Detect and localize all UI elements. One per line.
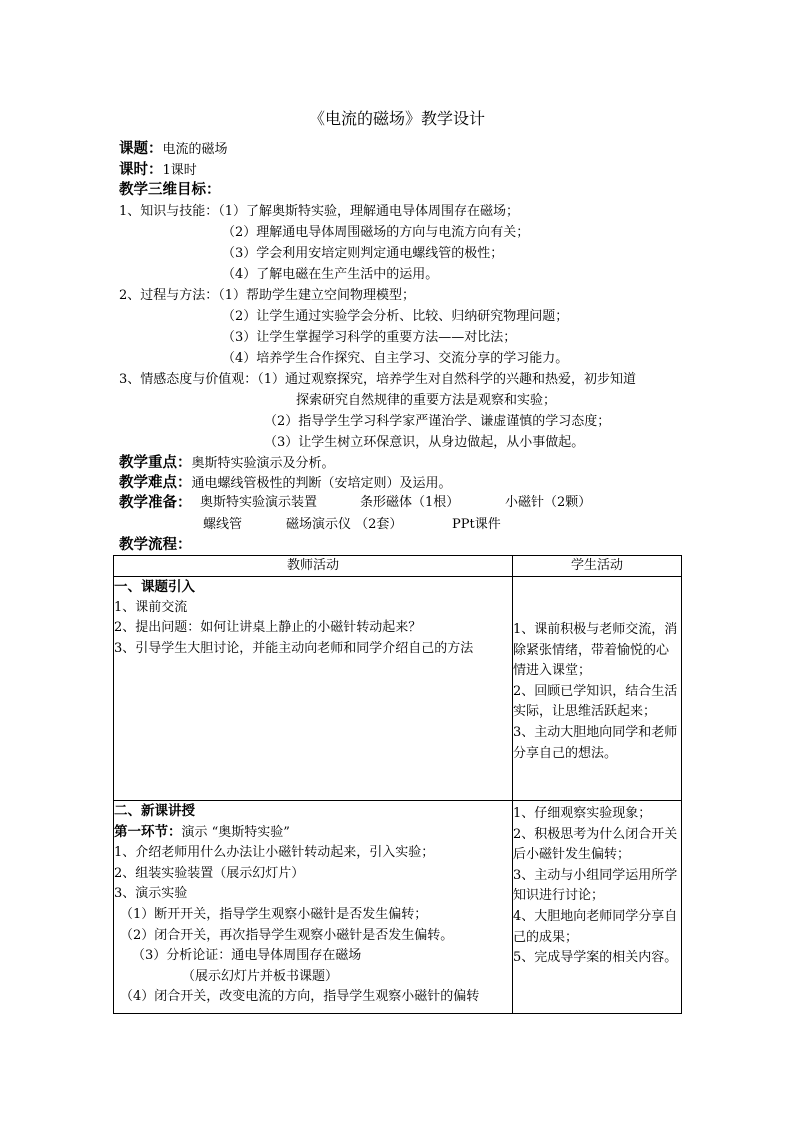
prep-line: [119, 494, 192, 513]
keypoint-value: 奥斯特实验演示及分析。: [191, 456, 335, 471]
teacher-subline: （3）分析论证：通电导体周围存在磁场: [132, 948, 362, 964]
difficulty-line: [119, 474, 452, 493]
teacher-line: 2、提出问题：如何让讲桌上静止的小磁针转动起来？: [114, 620, 422, 636]
teacher-line: 2、组装实验装置（展示幻灯片）: [114, 865, 305, 881]
student-line: 1、课前积极与老师交流，消除紧张情绪，带着愉悦的心情进入课堂；: [513, 622, 678, 679]
table-row: [114, 577, 682, 801]
teacher-subline: （2）闭合开关，再次指导学生观察小磁针是否发生偏转。: [120, 927, 454, 943]
process-line-2: （2）让学生通过实验学会分析、比较、归纳研究物理问题；: [222, 309, 569, 324]
difficulty-label: 教学难点：: [119, 474, 192, 491]
section-heading: 二、新课讲授: [114, 803, 195, 819]
knowledge-line-1: 1、知识与技能：（1）了解奥斯特实验，理解通电导体周围存在磁场；: [119, 204, 520, 219]
prep-item: 螺线管: [203, 517, 243, 532]
student-line: 3、主动大胆地向同学和老师分享自己的想法。: [513, 724, 678, 761]
step-line: [114, 822, 512, 844]
emotion-line-2: 探索研究自然规律的重要方法是观察和实验；: [296, 393, 557, 408]
teacher-subline: （1）断开开关，指导学生观察小磁针是否发生偏转；: [120, 906, 428, 922]
prep-item: PPt课件: [452, 517, 501, 532]
knowledge-line-2: （2）理解通电导体周围磁场的方向与电流方向有关；: [222, 225, 530, 240]
objectives-heading: [119, 181, 221, 200]
keypoint-label: 教学重点：: [119, 454, 192, 471]
teacher-activity-header: 教师活动: [114, 556, 513, 577]
process-line-1: 2、过程与方法：（1）帮助学生建立空间物理模型；: [119, 288, 416, 303]
prep-item: 小磁针（2颗）: [505, 495, 592, 510]
teacher-line: 3、引导学生大胆讨论，并能主动向老师和同学介绍自己的方法: [114, 640, 474, 656]
table-header-row: [114, 556, 682, 577]
emotion-line-3: （2）指导学生学习科学家严谨治学、谦虚谨慎的学习态度；: [264, 414, 611, 429]
flow-label: 教学流程：: [119, 536, 192, 553]
teaching-flow-table: [113, 555, 682, 1014]
prep-label: 教学准备：: [119, 494, 192, 511]
objectives-label: 教学三维目标：: [119, 181, 221, 198]
process-line-4: （4）培养学生合作探究、自主学习、交流分享的学习能力。: [222, 351, 569, 366]
topic-value: 电流的磁场: [162, 142, 228, 157]
table-row: [114, 801, 682, 1014]
prep-item: 奥斯特实验演示装置: [200, 495, 318, 510]
teacher-line: 1、介绍老师用什么办法让小磁针转动起来，引入实验；: [114, 845, 435, 861]
hours-value: 1课时: [162, 163, 197, 178]
student-line: 2、回顾已学知识，结合生活实际，让思维活跃起来；: [513, 683, 678, 720]
student-line: 1、仔细观察实验现象；: [513, 806, 652, 821]
prep-item: 磁场演示仪 （2套）: [286, 517, 403, 532]
document-title: 《电流的磁场》教学设计: [308, 109, 485, 128]
topic-label: 课题：: [119, 140, 163, 157]
teacher-cell-intro: [114, 577, 513, 801]
student-line: 3、主动与小组同学运用所学知识进行讨论；: [513, 867, 678, 904]
flow-heading: [119, 536, 192, 555]
student-line: 2、积极思考为什么闭合开关后小磁针发生偏转；: [513, 826, 678, 863]
teacher-line: 1、课前交流: [114, 599, 188, 615]
knowledge-line-4: （4）了解电磁在生产生活中的运用。: [222, 267, 439, 282]
emotion-line-4: （3）让学生树立环保意识，从身边做起，从小事做起。: [264, 435, 585, 450]
hours-label: 课时：: [119, 161, 163, 178]
process-line-3: （3）让学生掌握学习科学的重要方法——对比法；: [222, 330, 517, 345]
student-line: 4、大胆地向老师同学分享自己的成果；: [513, 908, 678, 945]
teacher-cell-new-lesson: [114, 801, 513, 1014]
student-cell-new-lesson: [513, 801, 682, 1014]
emotion-line-1: 3、情感态度与价值观：（1）通过观察探究，培养学生对自然科学的兴趣和热爱，初步知道: [119, 372, 637, 387]
hours-line: [119, 161, 197, 180]
teacher-subline: （4）闭合开关，改变电流的方向，指导学生观察小磁针的偏转: [120, 989, 480, 1005]
keypoint-line: [119, 454, 335, 473]
teacher-subline: （展示幻灯片并板书课题）: [182, 968, 339, 984]
knowledge-line-3: （3）学会利用安培定则判定通电螺线管的极性；: [222, 246, 504, 261]
student-cell-intro: [513, 577, 682, 801]
teacher-line: 3、演示实验: [114, 886, 188, 902]
prep-item: 条形磁体（1根）: [360, 495, 460, 510]
difficulty-value: 通电螺线管极性的判断（安培定则）及运用。: [191, 476, 452, 491]
step-label: 第一环节：: [114, 823, 182, 840]
topic-line: [119, 140, 228, 159]
step-text: 演示 “奥斯特实验”: [181, 824, 290, 840]
student-line: 5、完成导学案的相关内容。: [513, 950, 678, 966]
student-activity-header: 学生活动: [513, 556, 682, 577]
section-heading: 一、课题引入: [114, 579, 195, 595]
